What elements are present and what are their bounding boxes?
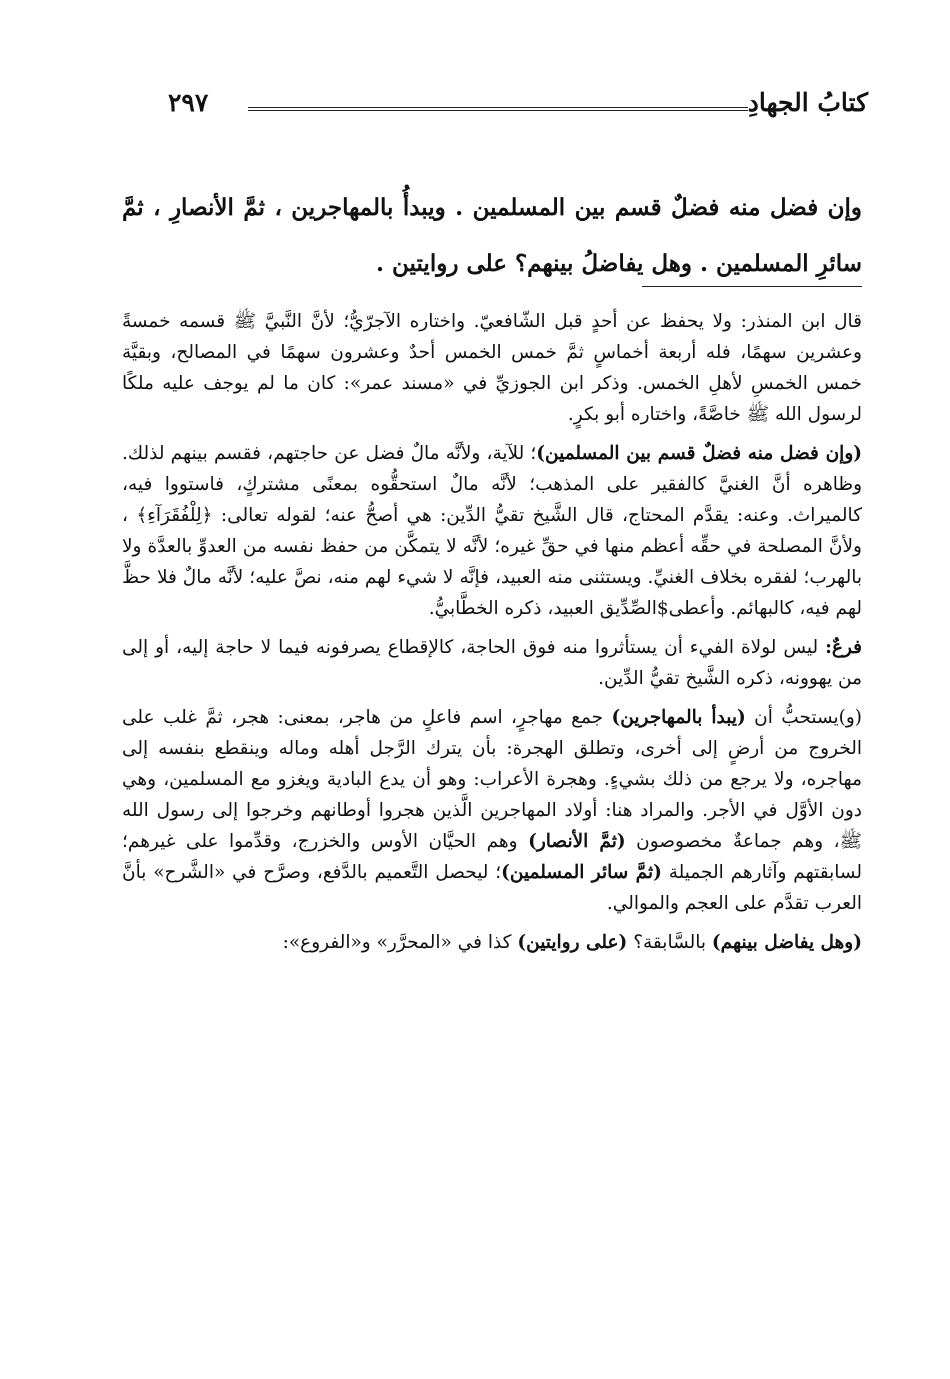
page-number: ٢٩٧ bbox=[168, 88, 209, 117]
commentary-paragraph bbox=[122, 438, 862, 624]
commentary-paragraph bbox=[122, 927, 862, 958]
quoted-text: (ثمَّ سائر المسلمين) bbox=[501, 862, 662, 883]
quoted-text: (يبدأ بالمهاجرين) bbox=[611, 707, 746, 728]
quoted-text: (ثمَّ الأنصار) bbox=[528, 831, 626, 852]
text-separator bbox=[642, 286, 862, 287]
quoted-text: (وهل يفاضل بينهم) bbox=[711, 932, 862, 953]
header-rule bbox=[248, 107, 748, 111]
running-header bbox=[168, 88, 868, 128]
paragraph-text: ؛ للآية، ولأنَّه مالٌ فضل عن حاجتهم، فقسم بينهم لذلك. وظاهره أنَّ الغنيَّ كالفقير على المذهب؛ لأنَّه مالٌ استحقُّوه بمعنًى مشتركٍ، فاستووا فيه، كالميراث. وعنه: يقدَّم المحتاج، قال الشَّيخ تقيُّ الدِّين: هي أصحُّ عنه؛ لقوله تعالى: ﴿لِلْفُقَرَآءِ﴾ ، ولأنَّ المصلحة في حقِّه أعظم منها في حقِّ غيره؛ لأنَّه لا يتمكَّن من حفظ نفسه من العدوِّ بالعدَّة ولا بالهرب؛ لفقره بخلاف الغنيِّ. ويستثنى منه العبيد، فإنَّه لا شيء لهم منه، نصَّ عليه؛ لأنَّه مالٌ فلا حظَّ لهم فيه، كالبهائم. وأعطى$الصِّدِّيق العبيد، ذكره الخطَّابيُّ. bbox=[122, 443, 862, 619]
quoted-text: (على روايتين) bbox=[517, 932, 628, 953]
commentary-paragraph bbox=[122, 632, 862, 694]
paragraph-text: وهم الحيَّان الأوس والخزرج، وقدِّموا على غيرهم؛ لسابقتهم وآثارهم الجميلة bbox=[122, 831, 863, 883]
paragraph-text: ليس لولاة الفيء أن يستأثروا منه فوق الحاجة، كالإقطاع يصرفونه فيما لا حاجة إليه، أو إلى من يهوونه، ذكره الشَّيخ تقيُّ الدِّين. bbox=[122, 637, 862, 689]
paragraph-text: بالسَّابقة؟ bbox=[627, 932, 712, 953]
commentary-paragraph bbox=[122, 702, 862, 919]
paragraph-text: جمع مهاجرٍ، اسم فاعلٍ من هاجر، بمعنى: هجر، ثمَّ غلب على الخروج من أرضٍ إلى أخرى، وتطلق الهجرة: بأن يترك الرَّجل أهله وماله وينقطع بنفسه إلى مهاجره، ولا يرجع من ذلك بشيءٍ. وهجرة الأعراب: وهو أن يدع البادية ويغزو مع المسلمين، وهي دون الأوَّل في الأجر. والمراد هنا: أولاد المهاجرين الَّذين هجروا أوطانهم وخرجوا إلى رسول الله ﷺ، وهم جماعةٌ مخصوصون bbox=[122, 707, 862, 852]
paragraph-text: كذا في «المحرَّر» و«الفروع»: bbox=[282, 932, 518, 953]
commentary bbox=[122, 306, 862, 966]
quoted-text: (وإن فضل منه فضلٌ قسم بين المسلمين) bbox=[536, 443, 863, 464]
paragraph-text: ؛ ليحصل التَّعميم بالدَّفع، وصرَّح في «الشَّرح» بأنَّ العرب تقدَّم على العجم والموالي. bbox=[122, 862, 862, 914]
commentary-paragraph: قال ابن المنذر: ولا يحفظ عن أحدٍ قبل الشّافعيّ. واختاره الآجرّيُّ؛ لأنَّ النَّبيَّ ﷺ قسمه خمسةً وعشرين سهمًا، فله أربعة أخماسٍ ثمَّ خمس الخمس أحدٌ وعشرون سهمًا في المصالح، وبقيَّة خمس الخمسِ لأهلِ الخمس. وذكر ابن الجوزيِّ في «مسند عمر»: كان ما لم يوجف عليه ملكًا لرسول الله ﷺ خاصَّةً، واختاره أبو بكرٍ. bbox=[122, 311, 862, 425]
main-text: وإن فضل منه فضلٌ قسم بين المسلمين . ويبدأُ بالمهاجرين ، ثمَّ الأنصارِ ، ثمَّ سائرِ المسلمين . وهل يفاضلُ بينهم؟ على روايتين . bbox=[122, 194, 862, 277]
note-label: فرعٌ: bbox=[825, 637, 862, 658]
chapter-title: كتابُ الجهادِ bbox=[747, 88, 868, 117]
paragraph-text: (و)يستحبُّ أن bbox=[745, 707, 863, 728]
